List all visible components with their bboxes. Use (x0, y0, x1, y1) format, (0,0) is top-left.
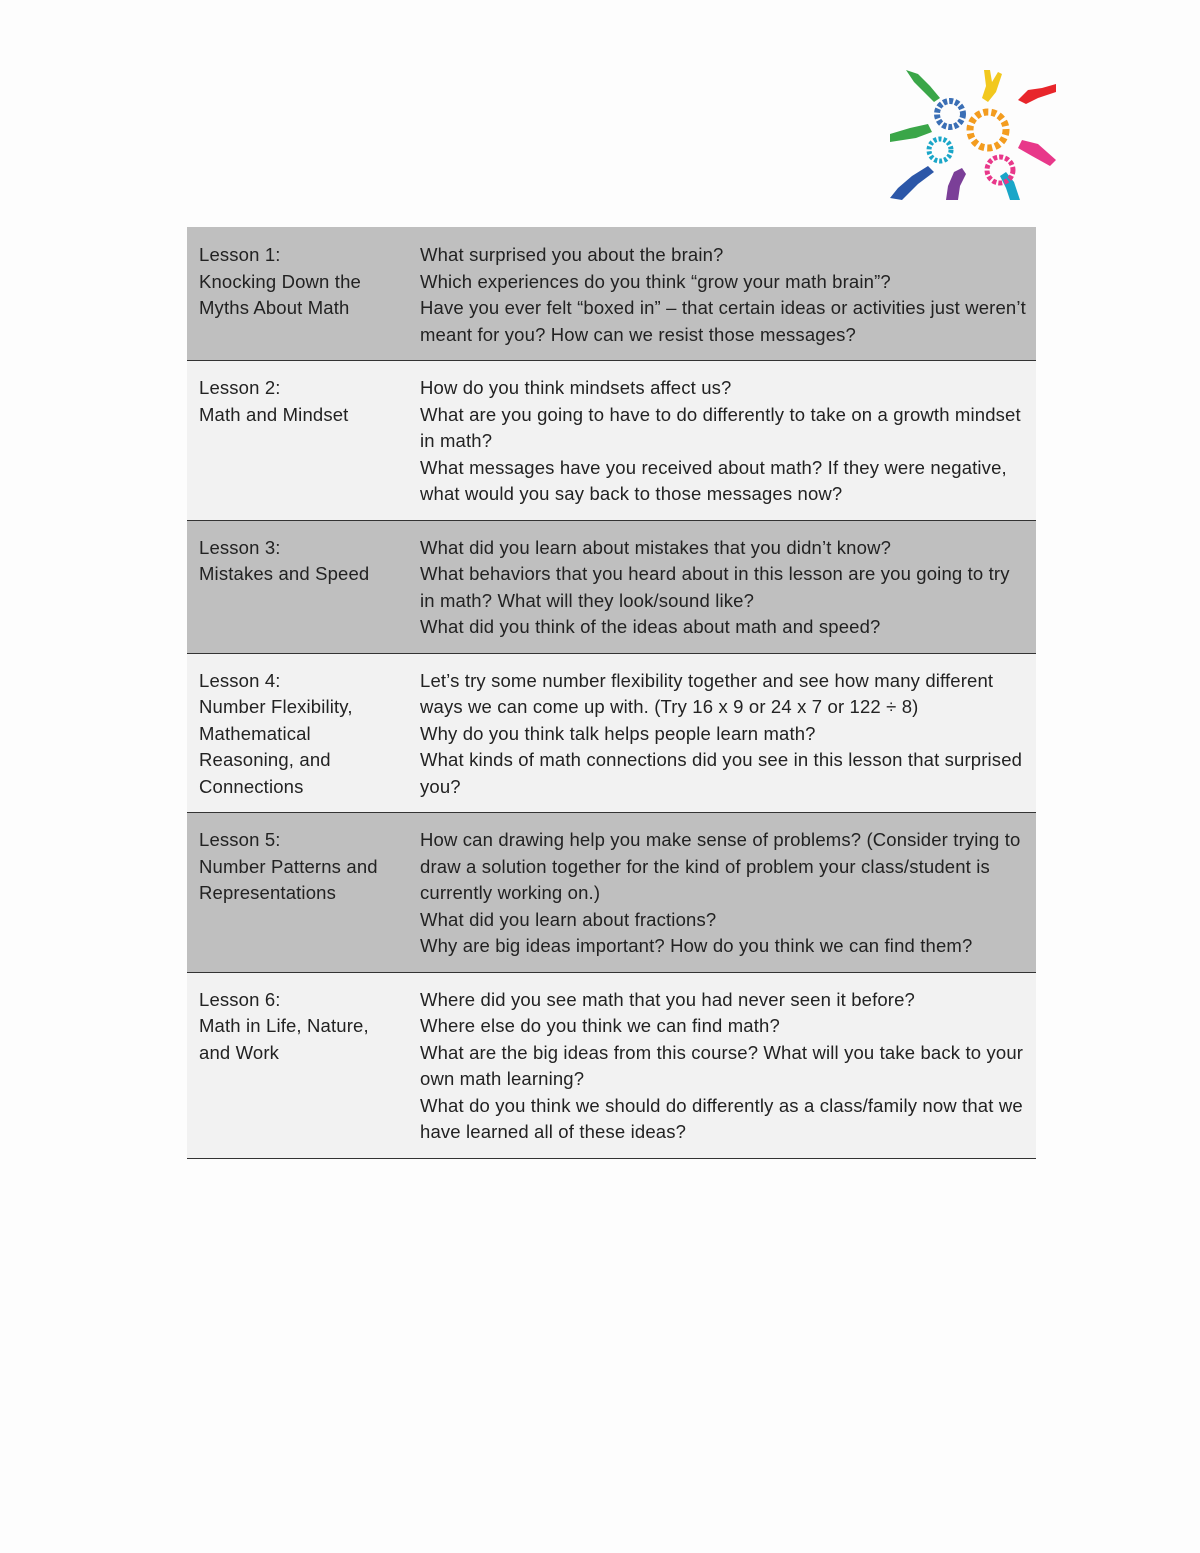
table-row (187, 653, 1036, 813)
table-row (187, 228, 1036, 361)
question: What messages have you received about math? If they were negative, what would you say back to those messages now? (420, 456, 1007, 504)
question: What did you learn about fractions? (420, 908, 717, 930)
lesson-number: Lesson 5: (199, 829, 281, 850)
lesson-questions-table (187, 227, 1036, 1159)
lesson-subtitle: Mistakes and Speed (199, 563, 370, 584)
lesson-title-cell (187, 520, 408, 653)
lesson-number: Lesson 6: (199, 988, 281, 1010)
table-row (187, 972, 1036, 1158)
question: Where did you see math that you had never seen it before? (420, 988, 915, 1010)
gears-and-hands-logo (888, 68, 1058, 202)
question: Why do you think talk helps people learn math? (420, 722, 816, 744)
table-row (187, 813, 1036, 973)
lesson-subtitle: Math and Mindset (199, 403, 349, 425)
lesson-subtitle: Knocking Down the Myths About Math (199, 270, 361, 318)
question: What did you learn about mistakes that you didn’t know? (420, 536, 892, 558)
question: How do you think mindsets affect us? (420, 377, 732, 398)
lesson-number: Lesson 4: (199, 669, 281, 691)
lesson-questions-cell (408, 972, 1036, 1158)
lesson-title-cell (187, 813, 408, 973)
lesson-questions-cell (408, 228, 1036, 361)
lesson-title-cell (187, 653, 408, 813)
question: How can drawing help you make sense of problems? (Consider trying to draw a solution together for the kind of problem your class/student is currently working on.) (420, 829, 1021, 903)
question: Let’s try some number flexibility together and see how many different ways we can come up with. (Try 16 x 9 or 24 x 7 or 122 ÷ 8) (420, 669, 994, 717)
question: Where else do you think we can find math? (420, 1015, 780, 1036)
question: Why are big ideas important? How do you think we can find them? (420, 935, 973, 956)
table-row (187, 520, 1036, 653)
lesson-number: Lesson 3: (199, 536, 281, 558)
lesson-subtitle: Number Flexibility, Mathematical Reasoning, and Connections (199, 696, 353, 797)
lesson-number: Lesson 2: (199, 377, 281, 398)
lesson-title-cell (187, 361, 408, 521)
question: What surprised you about the brain? (420, 244, 724, 265)
question: What are the big ideas from this course? What will you take back to your own math learning? (420, 1041, 1024, 1089)
lesson-title-cell (187, 228, 408, 361)
question: What do you think we should do differently as a class/family now that we have learned all of these ideas? (420, 1094, 1023, 1142)
lesson-subtitle: Number Patterns and Representations (199, 855, 378, 903)
lesson-number: Lesson 1: (199, 244, 281, 265)
lesson-questions-cell (408, 520, 1036, 653)
question: What did you think of the ideas about math and speed? (420, 616, 881, 637)
lesson-questions-cell (408, 653, 1036, 813)
question: Have you ever felt “boxed in” – that certain ideas or activities just weren’t meant for you? How can we resist those messages? (420, 297, 1026, 345)
question: What behaviors that you heard about in this lesson are you going to try in math? What will they look/sound like? (420, 563, 1010, 611)
table-row (187, 361, 1036, 521)
lesson-title-cell (187, 972, 408, 1158)
lesson-subtitle: Math in Life, Nature, and Work (199, 1015, 369, 1063)
lesson-questions-cell (408, 361, 1036, 521)
question: What kinds of math connections did you see in this lesson that surprised you? (420, 749, 1023, 797)
question: Which experiences do you think “grow your math brain”? (420, 270, 891, 292)
lesson-questions-cell (408, 813, 1036, 973)
question: What are you going to have to do differently to take on a growth mindset in math? (420, 403, 1021, 451)
